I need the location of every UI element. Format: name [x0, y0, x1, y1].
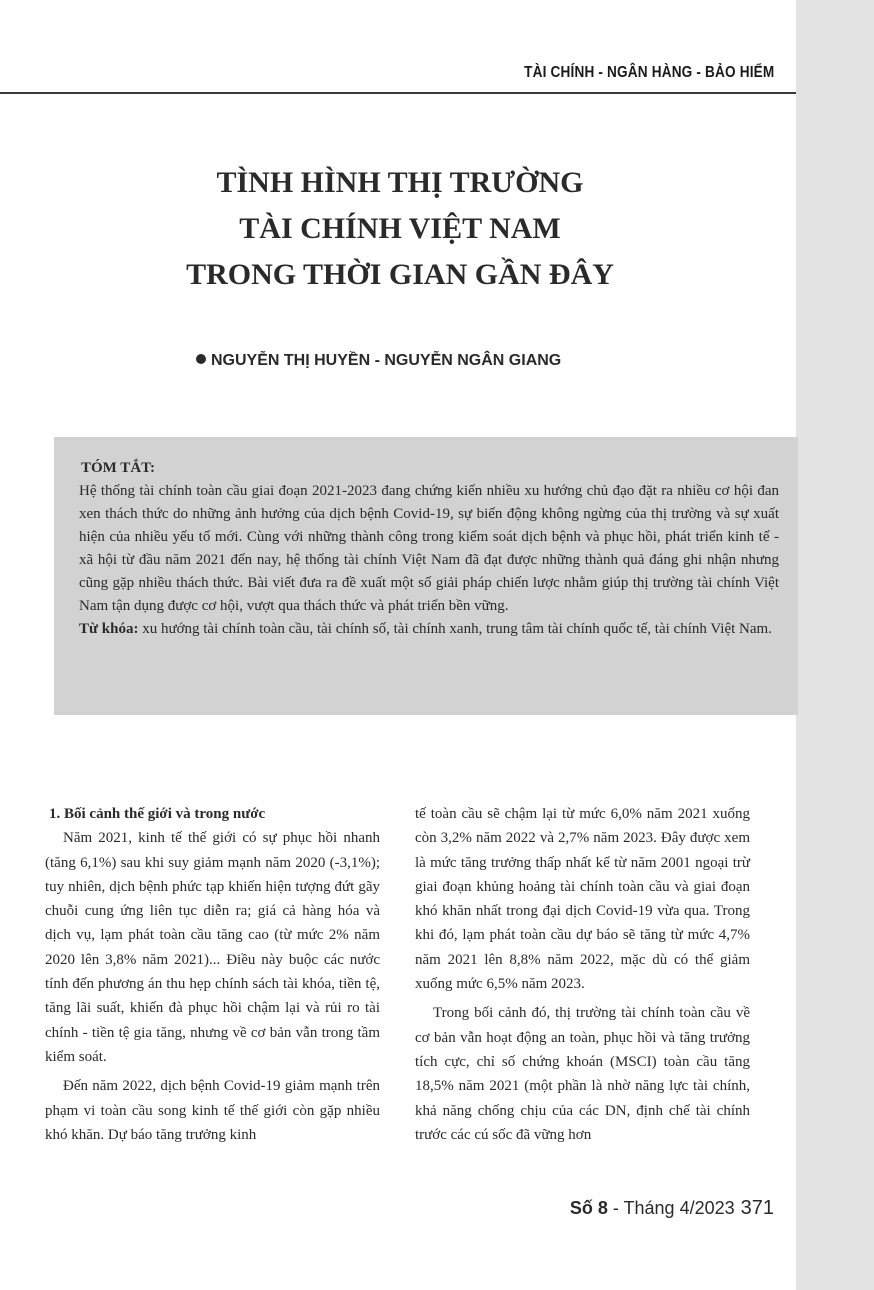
page-footer: [570, 1197, 774, 1220]
body-paragraph: Đến năm 2022, dịch bệnh Covid-19 giảm mạnh trên phạm vi toàn cầu song kinh tế thế giới còn gặp nhiều khó khăn. Dự báo tăng trưởng kinh: [45, 1078, 380, 1143]
abstract-box: [54, 437, 798, 715]
abstract-heading: TÓM TẮT:: [81, 460, 156, 476]
keywords-text: xu hướng tài chính toàn cầu, tài chính số, tài chính xanh, trung tâm tài chính quốc tế, tài chính Việt Nam.: [142, 621, 772, 637]
body-column-left: [45, 802, 380, 1147]
page-edge-strip: [796, 0, 874, 1290]
journal-section-header: TÀI CHÍNH - NGÂN HÀNG - BẢO HIỂM: [523, 64, 774, 81]
section-heading: 1. Bối cảnh thế giới và trong nước: [49, 806, 266, 822]
body-paragraph: Trong bối cảnh đó, thị trường tài chính toàn cầu về cơ bản vẫn hoạt động an toàn, phục hồi và tăng trưởng tích cực, chỉ số chứng khoán (MSCI) toàn cầu tăng 18,5% năm 2021 (một phần là nhờ năng lực tài chính, khả năng chống chịu của các DN, định chế tài chính trước các cú sốc đã vững hơn: [415, 1005, 750, 1143]
issue-date: - Tháng 4/2023: [607, 1198, 735, 1218]
title-line-2: TÀI CHÍNH VIỆT NAM: [239, 212, 561, 245]
bullet-icon: [196, 354, 206, 364]
header-divider: [0, 92, 796, 94]
title-line-1: TÌNH HÌNH THỊ TRƯỜNG: [216, 166, 584, 199]
abstract-content: [79, 457, 779, 641]
body-column-right: [415, 802, 750, 1147]
keywords-label: Từ khóa:: [79, 621, 139, 637]
page-number: 371: [740, 1197, 774, 1219]
abstract-text: Hệ thống tài chính toàn cầu giai đoạn 2021-2023 đang chứng kiến nhiều xu hướng chủ đạo đặt ra nhiều cơ hội đan xen thách thức do những ảnh hưởng của dịch bệnh Covid-19, sự biến động không ngừng của thị trường và sự xuất hiện của nhiều yếu tố mới. Cùng với những thành công trong kiểm soát dịch bệnh và phục hồi, phát triển kinh tế - xã hội từ đầu năm 2021 đến nay, hệ thống tài chính Việt Nam đã đạt được những thành quả đáng ghi nhận nhưng cũng gặp nhiều thách thức. Bài viết đưa ra đề xuất một số giải pháp chiến lược nhằm giúp thị trường tài chính Việt Nam tận dụng được cơ hội, vượt qua thách thức và phát triển bền vững.: [79, 483, 779, 614]
authors-text: NGUYỄN THỊ HUYỀN - NGUYỄN NGÂN GIANG: [211, 352, 562, 369]
body-paragraph: tế toàn cầu sẽ chậm lại từ mức 6,0% năm 2021 xuống còn 3,2% năm 2022 và 2,7% năm 2023. Đây được xem là mức tăng trưởng thấp nhất kể từ năm 2001 ngoại trừ giai đoạn khủng hoảng tài chính toàn cầu và giai đoạn khó khăn nhất trong đại dịch Covid-19 vừa qua. Trong khi đó, lạm phát toàn cầu dự báo sẽ tăng từ mức 4,7% năm 2021 lên 8,8% năm 2022, mặc dù có thể giảm xuống mức 6,5% năm 2023.: [415, 806, 750, 993]
body-paragraph: Năm 2021, kinh tế thế giới có sự phục hồi nhanh (tăng 6,1%) sau khi suy giảm mạnh năm 2020 (-3,1%); tuy nhiên, dịch bệnh phức tạp khiến hiện tượng đứt gãy chuỗi cung ứng liên tục diễn ra; giá cả hàng hóa và dịch vụ, lạm phát toàn cầu tăng cao (từ mức 2% năm 2020 lên 3,8% năm 2021)... Điều này buộc các nước tính đến phương án thu hẹp chính sách tài khóa, tiền tệ, tăng lãi suất, khiến đà phục hồi chậm lại và rủi ro tài chính - tiền tệ gia tăng, nhưng về cơ bản vẫn trong tầm kiểm soát.: [45, 830, 380, 1065]
title-line-3: TRONG THỜI GIAN GẦN ĐÂY: [186, 258, 614, 291]
issue-number: Số 8: [569, 1198, 608, 1218]
article-title: [100, 160, 700, 298]
article-authors: [196, 352, 561, 370]
keywords: [79, 618, 779, 641]
